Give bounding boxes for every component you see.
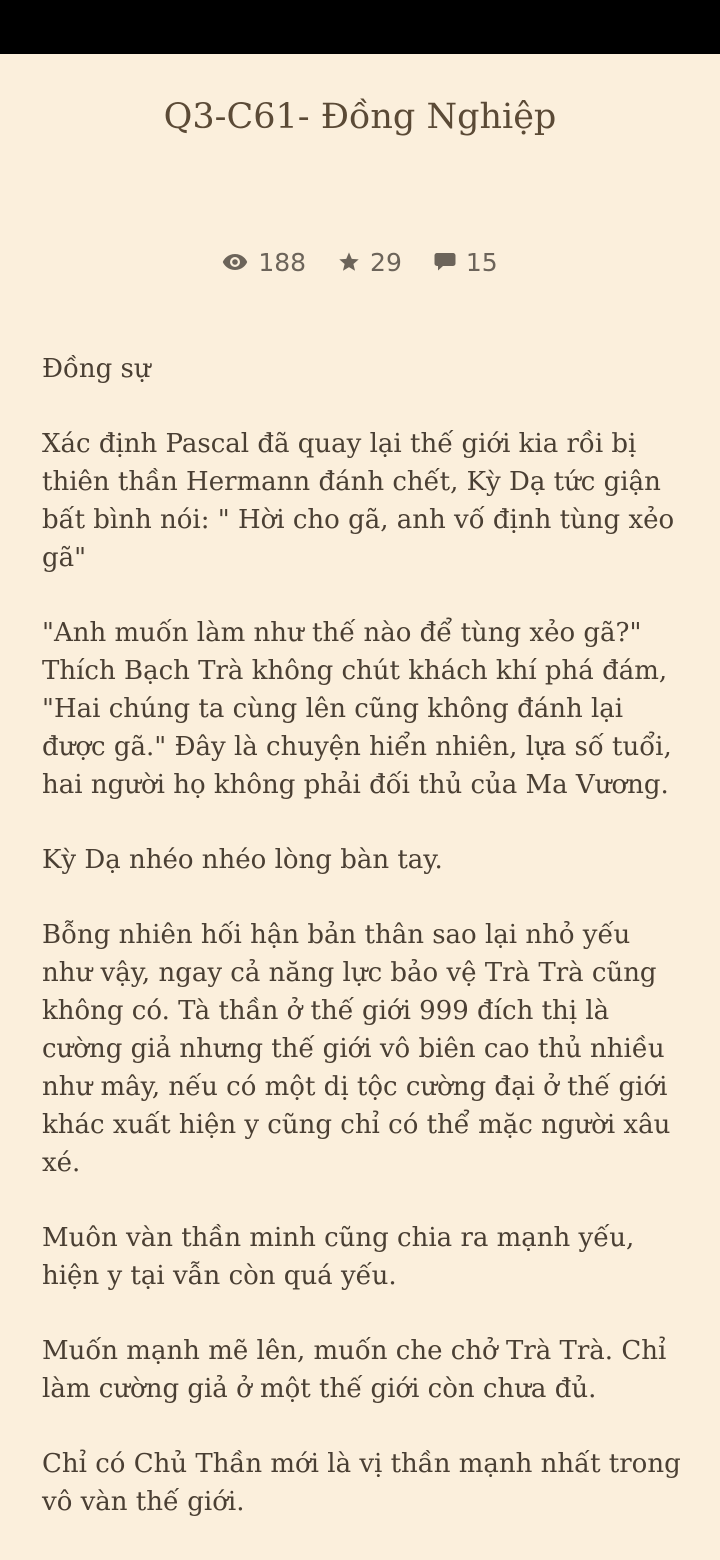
status-bar [0, 0, 720, 54]
paragraph: Đồng sự [42, 354, 151, 384]
comments-count: 15 [465, 247, 498, 277]
stars-count: 29 [370, 247, 402, 277]
paragraph: "Anh muốn làm như thế nào để tùng xẻo gã?" Thích Bạch Trà không chút khách khí phá đám, "Hai chúng ta cùng lên cũng không đánh lại được gã." Đây là chuyện hiển nhiên, lựa số tuổi, hai người họ không phải đối thủ của Ma Vương. [42, 618, 672, 800]
paragraph: Bỗng nhiên hối hận bản thân sao lại nhỏ yếu như vậy, ngay cả năng lực bảo vệ Trà Trà cũng không có. Tà thần ở thế giới 999 đích thị là cường giả nhưng thế giới vô biên cao thủ nhiều như mây, nếu có một dị tộc cường đại ở thế giới khác xuất hiện y cũng chỉ có thể mặc người xâu xé. [42, 920, 671, 1178]
chapter-title: Q3-C61- Đồng Nghiệp [163, 97, 557, 137]
paragraph: Muôn vàn thần minh cũng chia ra mạnh yếu, hiện y tại vẫn còn quá yếu. [42, 1223, 635, 1291]
eye-icon [222, 253, 248, 271]
comments-stat [434, 248, 498, 277]
paragraph: Muốn mạnh mẽ lên, muốn che chở Trà Trà. Chỉ làm cường giả ở một thế giới còn chưa đủ. [42, 1336, 667, 1404]
paragraph: Xác định Pascal đã quay lại thế giới kia rồi bị thiên thần Hermann đánh chết, Kỳ Dạ tức giận bất bình nói: " Hời cho gã, anh vố định tùng xẻo gã" [42, 429, 675, 573]
stars-stat [338, 248, 402, 277]
paragraph: Kỳ Dạ nhéo nhéo lòng bàn tay. [42, 845, 443, 875]
paragraph: Chỉ có Chủ Thần mới là vị thần mạnh nhất trong vô vàn thế giới. [42, 1449, 681, 1517]
views-count: 188 [258, 247, 307, 277]
star-icon [338, 251, 360, 273]
views-stat [222, 248, 306, 277]
chapter-stats [0, 240, 720, 284]
comment-icon [434, 252, 456, 272]
chapter-content [42, 350, 682, 1558]
